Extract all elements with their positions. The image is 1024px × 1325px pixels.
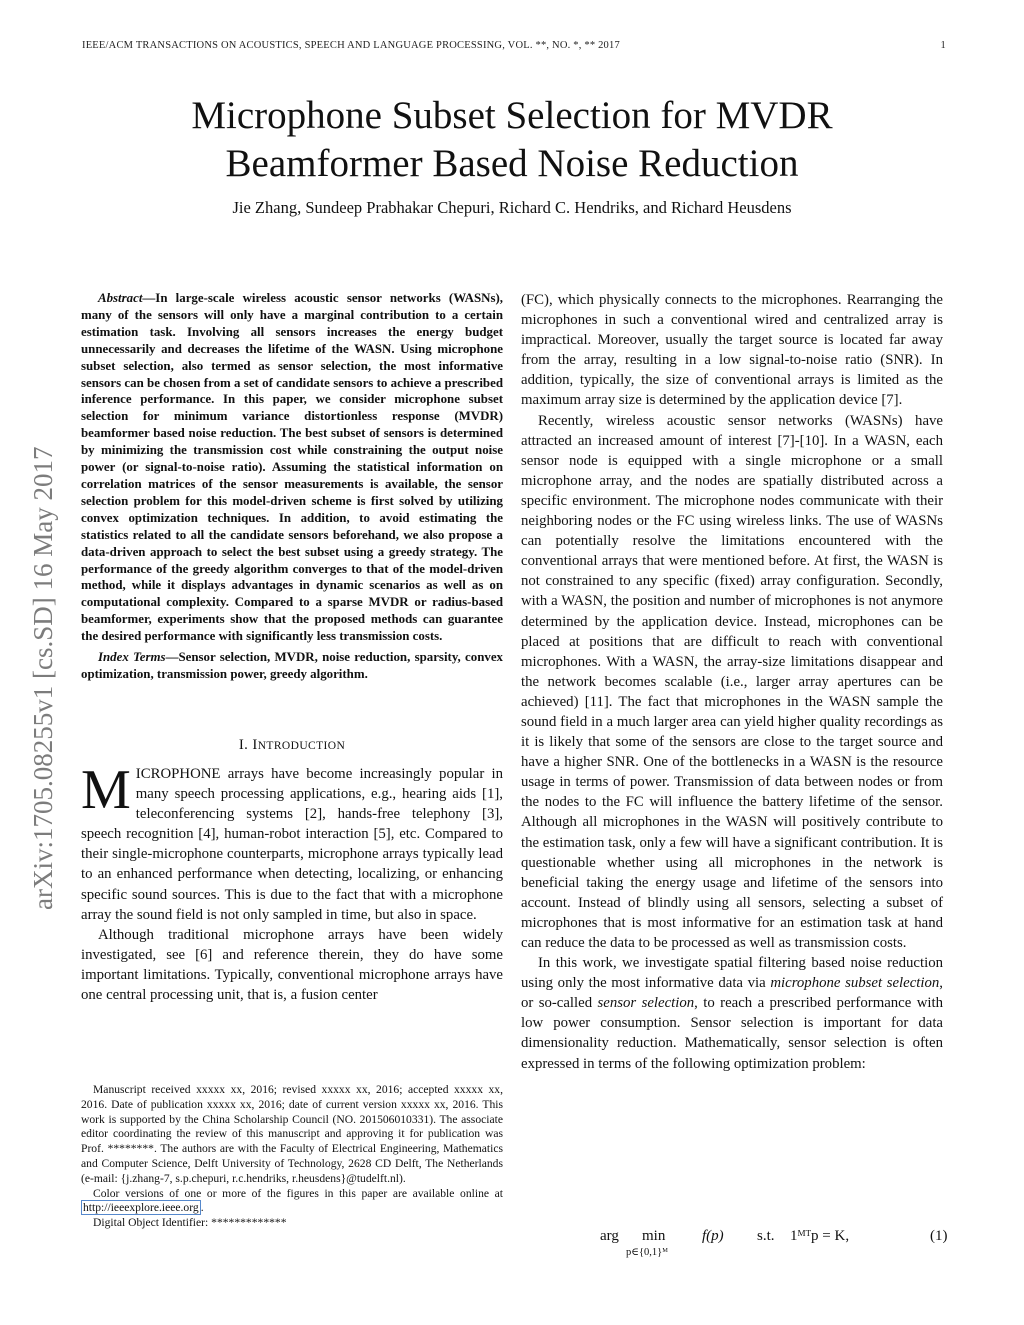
paper-title — [0, 92, 1024, 188]
right-paragraph-2: Recently, wireless acoustic sensor networks (WASNs) have attracted an increased amount of interest [7]-[10]. In a WASN, each sensor node is equipped with a single microphone or a small microphone array, and the nodes are spatially distributed across a specific environment. The microphone nodes communicate with their neighboring nodes or the FC using wireless links. The use of WASNs can potentially resolve the limitations encountered with the conventional arrays that were mentioned before. At first, the WASN is not constrained to any specific (fixed) array configuration. Secondly, with a WASN, the position and number of microphones is not anymore determined by the application device. Instead, microphones can be placed at positions that are difficult to reach with conventional microphones. With a WASN, the array-size limitations disappear and the network becomes scalable (i.e., larger array apertures can be achieved) [11]. The fact that microphones in the WASN sample the sound field in a much larger area can yield higher quality recordings as it is likely that some of the sensors are close to the target source and have a higher SNR. One of the bottlenecks in a WASN is the resource usage in terms of power. Transmission of data between nodes or from the nodes to the FC will influence the battery lifetime of the sensor. Although all microphones in the WASN will positively contribute to the estimation task, only a few will have a significant contribution. It is questionable whether using all microphones in the network is beneficial taking the energy usage and lifetime of the sensors into account. Instead of blindly using all sensors, selecting a subset of microphones that is most informative for an estimation task at hand can reduce the data to be processed as well as transmission costs. — [521, 412, 943, 951]
left-column — [81, 290, 503, 1005]
title-line-1: Microphone Subset Selection for MVDR — [191, 94, 833, 137]
index-terms — [81, 649, 503, 683]
eq-arg: arg — [600, 1228, 619, 1244]
arxiv-identifier: arXiv:1705.08255v1 [cs.SD] 16 May 2017 — [28, 446, 58, 910]
eq-min: min — [642, 1228, 666, 1244]
page-number: 1 — [940, 40, 946, 51]
footnote-manuscript: Manuscript received xxxxx xx, 2016; revised xxxxx xx, 2016; accepted xxxxx xx, 2016. Date of publication xxxxx xx, 2016; date of current version xxxxx xx, 2016. This work is supported by the China Scholarship Council (NO. 201506010331). The associate editor coordinating the review of this manuscript and approving it for publication was Prof. ********. The authors are with the Faculty of Electrical Engineering, Mathematics and Computer Science, Delft University of Technology, 2628 CD Delft, The Netherlands (e-mail: {j.zhang-7, s.p.chepuri, r.c.hendriks, r.heusdens}@tudelft.nl). — [81, 1083, 503, 1185]
abstract — [81, 290, 503, 645]
eq-objective: f(p) — [702, 1228, 724, 1244]
footnote — [81, 1083, 503, 1231]
abstract-text: —In large-scale wireless acoustic sensor networks (WASNs), many of the sensors will only have a marginal contribution to a certain estimation task. Involving all sensors increases the energy budget unnecessarily and decreases the lifetime of the WASN. Using microphone subset selection, also termed as sensor selection, the most informative sensors can be chosen from a set of candidate sensors to achieve a prescribed inference performance. In this paper, we consider microphone subset selection for minimum variance distortionless response (MVDR) beamformer based noise reduction. The best subset of sensors is determined by minimizing the transmission cost while constraining the output noise power (or signal-to-noise ratio). Assuming the statistical information on correlation matrices of the sensor measurements is available, the sensor selection problem for this model-driven scheme is first solved by utilizing convex optimization techniques. In addition, to avoid estimating the statistics related to all the candidate sensors beforehand, we also propose a data-driven approach to select the best subset using a greedy strategy. The performance of the greedy algorithm converges to that of the model-driven method, while it displays advantages in dynamic scenarios as well as on computational complexity. Compared to a sparse MVDR or radius-based beamformer, experiments show that the proposed methods can guarantee the desired performance with significantly less transmission costs. — [81, 291, 503, 644]
right-column — [521, 290, 943, 1074]
index-terms-text: —Sensor selection, MVDR, noise reduction, sparsity, convex optimization, transmission power, greedy algorithm. — [81, 650, 504, 681]
intro-paragraph-2: Although traditional microphone arrays have been widely investigated, see [6] and reference therein, they do have some important limitations. Typically, conventional microphone arrays have one central processing unit, that is, a fusion center — [81, 926, 503, 1003]
eq-constraint: 1ᴹᵀp = K, — [790, 1228, 850, 1244]
intro-paragraph-1 — [81, 758, 503, 925]
abstract-label: Abstract — [98, 291, 143, 305]
footnote-doi: Digital Object Identifier: ************* — [93, 1216, 287, 1230]
index-terms-label: Index Terms — [98, 650, 166, 665]
section-title-initial: I — [252, 736, 258, 753]
arxiv-stamp — [22, 310, 62, 910]
footnote-color-text: Color versions of one or more of the figures in this paper are available online at — [93, 1186, 503, 1200]
author-list: Jie Zhang, Sundeep Prabhakar Chepuri, Richard C. Hendriks, and Richard Heusdens — [232, 198, 792, 217]
right-paragraph-1: (FC), which physically connects to the microphones. Rearranging the microphones in such a conventional wired and centralized array is impractical. Moreover, usually the target source is located far away from the array, resulting in a low signal-to-noise ratio (SNR). In addition, typically, the size of conventional arrays is limited as the maximum array size is determined by the application device [7]. — [521, 292, 943, 409]
section-heading-introduction — [81, 735, 503, 756]
eq-subject-to: s.t. — [757, 1228, 775, 1244]
para3-text-b: , or so-called — [521, 975, 943, 1012]
para3-text-c: , to reach a prescribed performance with low power consumption. Sensor selection is important for data dimensionality reduction. Mathematically, sensor selection is often expressed in terms of the following optimization problem: — [521, 995, 943, 1072]
footnote-period: . — [200, 1201, 204, 1215]
journal-header: IEEE/ACM TRANSACTIONS ON ACOUSTICS, SPEECH AND LANGUAGE PROCESSING, VOL. **, NO. *, ** 2017 — [82, 40, 620, 51]
ieeexplore-link[interactable]: http://ieeexplore.ieee.org — [83, 1201, 199, 1215]
section-title-rest: NTRODUCTION — [257, 739, 346, 752]
eq-subscript: p∈{0,1}ᴹ — [626, 1247, 668, 1258]
para3-text-a: In this work, we investigate spatial filtering based noise reduction using only the most informative data via — [521, 955, 943, 992]
title-line-2: Beamformer Based Noise Reduction — [225, 142, 799, 185]
para3-emphasis-1: microphone subset selection — [770, 975, 940, 992]
para3-emphasis-2: sensor selection — [597, 995, 695, 1012]
running-header — [82, 40, 946, 51]
section-numeral: I. — [238, 736, 253, 753]
eq-number: (1) — [930, 1228, 948, 1244]
drop-cap: M — [81, 758, 131, 821]
right-paragraph-3 — [521, 953, 943, 1074]
equation-1 — [600, 1222, 946, 1262]
footnote-color — [81, 1187, 503, 1217]
intro-paragraph-1-text: ICROPHONE arrays have become increasingly popular in many speech processing applications, e.g., hearing aids [1], teleconferencing systems [2], hands-free telephony [3], speech recognition [4], human-robot interaction [5], etc. Compared to their single-microphone counterparts, microphone arrays typically lead to an enhanced performance when detecting, localizing, or enhancing specific sound sources. This is due to the fact that with a microphone array the sound field is not only sampled in time, but also in space. — [81, 765, 503, 923]
